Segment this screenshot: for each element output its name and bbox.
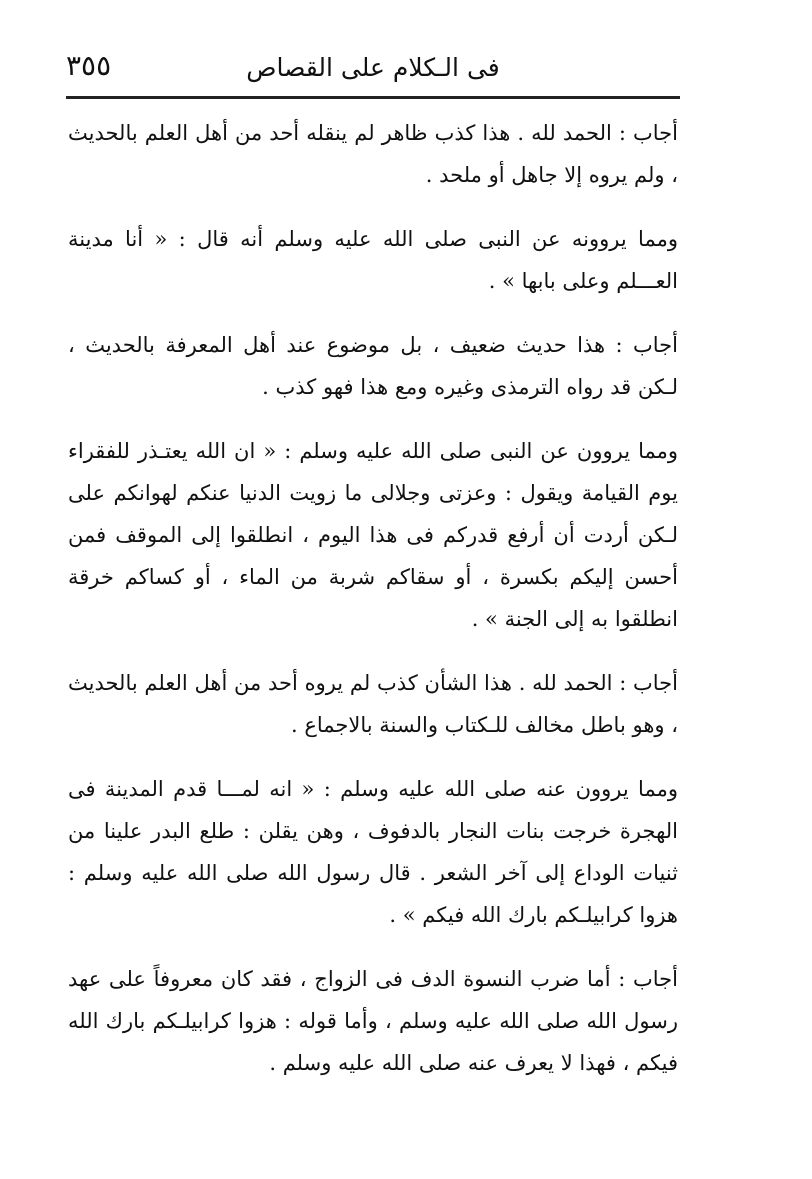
paragraph-answer-3: أجاب : الحمد لله . هذا الشأن كذب لم يروه أحد من أهل العلم بالحديث ، وهو باطل مخالف للـكتاب والسنة بالاجماع . (68, 671, 678, 737)
paragraph-answer-1: أجاب : الحمد لله . هذا كذب ظاهر لم ينقله أحد من أهل العلم بالحديث ، ولم يروه إلا جاهل أو ملحد . (68, 121, 678, 187)
paragraph-hadith-poor-on-judgment-day: ومما يروون عن النبى صلى الله عليه وسلم : « ان الله يعتـذر للفقراء يوم القيامة ويقول : وعزتى وجلالى ما زويت الدنيا عنكم لهوانكم على لـكن أردت أن أرفع قدركم فى هذا اليوم ، انطلقوا إلى الموقف فمن أحسن إليكم بكسرة ، أو سقاكم شربة من الماء ، أو كساكم خرقة انطلقوا به إلى الجنة » . (68, 439, 678, 631)
paragraph-hadith-city-of-knowledge: ومما يروونه عن النبى صلى الله عليه وسلم أنه قال : « أنا مدينة العـــلم وعلى بابها » . (68, 227, 678, 293)
header-rule (66, 96, 680, 99)
page-number: ٣٥٥ (66, 49, 112, 82)
paragraph-answer-4: أجاب : أما ضرب النسوة الدف فى الزواج ، فقد كان معروفاً على عهد رسول الله صلى الله عليه وسلم ، وأما قوله : هزوا كرابيلـكم بارك الله فيكم ، فهذا لا يعرف عنه صلى الله عليه وسلم . (68, 967, 678, 1075)
paragraph-answer-2: أجاب : هذا حديث ضعيف ، بل موضوع عند أهل المعرفة بالحديث ، لـكن قد رواه الترمذى وغيره ومع هذا فهو كذب . (68, 333, 678, 399)
paragraph-hadith-arrival-medina: ومما يروون عنه صلى الله عليه وسلم : « انه لمـــا قدم المدينة فى الهجرة خرجت بنات النجار بالدفوف ، وهن يقلن : طلع البدر علينا من ثنيات الوداع إلى آخر الشعر . قال رسول الله صلى الله عليه وسلم : هزوا كرابيلـكم بارك الله فيكم » . (68, 777, 678, 927)
running-title: فى الـكلام على القصاص (246, 53, 500, 82)
page-header (66, 44, 680, 96)
page-body (68, 112, 678, 1084)
